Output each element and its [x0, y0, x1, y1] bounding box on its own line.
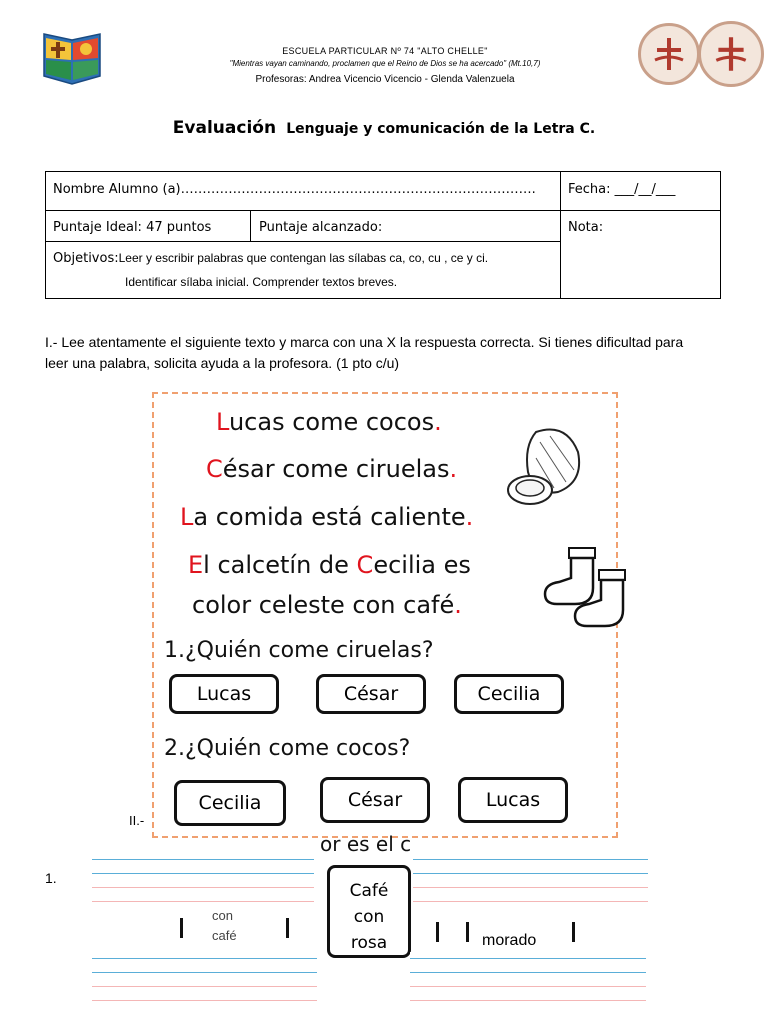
q1-option-cecilia[interactable]: Cecilia	[454, 674, 564, 714]
sentence-3: La comida está caliente.	[180, 503, 474, 531]
writing-lines-right-bottom[interactable]	[410, 952, 646, 1004]
student-info-table	[45, 171, 721, 299]
objectives-line-1: Leer y escribir palabras que contengan las sílabas ca, co, cu , ce y ci.	[118, 251, 489, 265]
sentence-2: César come ciruelas.	[206, 455, 458, 483]
foundation-seal-1	[638, 23, 700, 85]
sentence-4: El calcetín de Cecilia es	[188, 551, 471, 579]
coconut-icon	[506, 422, 584, 519]
question-2: 2.¿Quién come cocos?	[164, 736, 411, 761]
fragment-con: con	[212, 908, 233, 923]
q1-option-lucas[interactable]: Lucas	[169, 674, 279, 714]
ideal-score: Puntaje Ideal: 47 puntos	[53, 220, 212, 235]
page-title: Evaluación Lenguaje y comunicación de la Letra C.	[172, 118, 596, 138]
divider-bar	[466, 922, 469, 942]
sentence-1: Lucas come cocos.	[216, 408, 442, 436]
school-motto: "Mientras vayan caminando, proclamen que el Reino de Dios se ha acercado" (Mt.10,7)	[229, 59, 541, 68]
grade-field[interactable]: Nota:	[568, 220, 604, 235]
sentence-5: color celeste con café.	[192, 591, 462, 619]
q2-option-cecilia[interactable]: Cecilia	[174, 780, 286, 826]
foundation-seal-2	[698, 21, 764, 87]
divider-bar	[436, 922, 439, 942]
question-3-fragment: or es el c	[320, 832, 412, 856]
divider-bar	[572, 922, 575, 942]
date-field[interactable]: Fecha: ___/__/___	[568, 182, 676, 197]
q2-option-lucas[interactable]: Lucas	[458, 777, 568, 823]
teachers-line: Profesoras: Andrea Vicencio Vicencio - Glenda Valenzuela	[255, 74, 515, 85]
q2-option-cesar[interactable]: César	[320, 777, 430, 823]
q1-option-cesar[interactable]: César	[316, 674, 426, 714]
question-1: 1.¿Quién come ciruelas?	[164, 638, 434, 663]
objectives-line-2: Identificar sílaba inicial. Comprender textos breves.	[125, 275, 398, 289]
writing-lines-right-top[interactable]	[413, 855, 648, 905]
school-name: ESCUELA PARTICULAR Nº 74 "ALTO CHELLE"	[282, 46, 488, 56]
writing-lines-left-top[interactable]	[92, 855, 314, 905]
school-logo	[40, 30, 104, 86]
fragment-morado: morado	[482, 932, 537, 949]
fragment-cafe: café	[212, 928, 237, 943]
student-name-field[interactable]: Nombre Alumno (a)……………………………………………………………………….	[53, 182, 536, 197]
achieved-score-field[interactable]: Puntaje alcanzado:	[259, 220, 383, 235]
section-2-label: II.-	[129, 813, 145, 828]
divider-bar	[286, 918, 289, 938]
divider-bar	[180, 918, 183, 938]
objectives-label: Objetivos:Leer y escribir palabras que contengan las sílabas ca, co, cu , ce y ci.	[53, 251, 489, 266]
option-cafe-con-rosa[interactable]: Café con rosa	[327, 865, 411, 958]
reading-worksheet	[152, 392, 618, 856]
socks-icon	[539, 542, 631, 637]
writing-lines-left-bottom[interactable]	[92, 952, 317, 1004]
section-1-instructions: I.- Lee atentamente el siguiente texto y marca con una X la respuesta correcta. Si tienes dificultad para leer una palabra, solicita ayuda a la profesora. (1 pto c/u)	[45, 334, 684, 371]
item-number-1: 1.	[45, 870, 57, 886]
